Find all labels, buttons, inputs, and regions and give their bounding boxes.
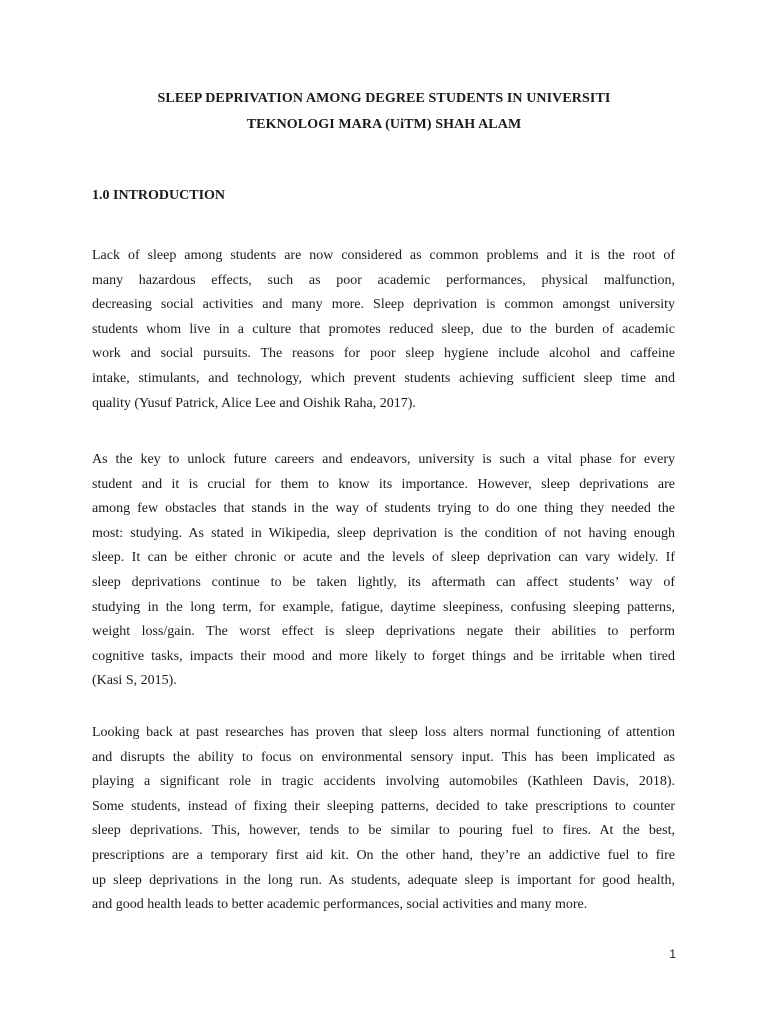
paragraph-line: Lack of sleep among students are now considered as common problems and it is the root of [92,248,675,263]
paragraph-line: up sleep deprivations in the long run. As students, adequate sleep is important for good health, [92,872,675,888]
document-title [92,86,676,138]
page-number: 1 [669,947,676,961]
paragraph-line: studying in the long term, for example, fatigue, daytime sleepiness, confusing sleeping patterns, [92,599,675,615]
paragraph-2 [92,448,675,694]
paragraph-line: prescriptions are a temporary first aid kit. On the other hand, they’re an addictive fuel to fire [92,847,675,863]
paragraph-line: sleep deprivations continue to be taken lightly, its aftermath can affect students’ way of [92,574,675,590]
paragraph-line: work and social pursuits. The reasons for poor sleep hygiene include alcohol and caffeine [92,346,675,362]
paragraph-line: students whom live in a culture that promotes reduced sleep, due to the burden of academic [92,321,675,337]
paragraph-3 [92,721,675,918]
paragraph-line: many hazardous effects, such as poor academic performances, physical malfunction, [92,272,675,288]
paragraph-line: quality (Yusuf Patrick, Alice Lee and Oishik Raha, 2017). [92,395,416,411]
paragraph-line: playing a significant role in tragic accidents involving automobiles (Kathleen Davis, 2018). [92,774,675,790]
paragraph-line: Some students, instead of fixing their sleeping patterns, decided to take prescriptions to counter [92,798,675,814]
paragraph-line: Looking back at past researches has proven that sleep loss alters normal functioning of attention [92,725,675,740]
paragraph-line: student and it is crucial for them to know its importance. However, sleep deprivations are [92,476,675,492]
paragraph-1 [92,244,675,416]
paragraph-line: and good health leads to better academic performances, social activities and many more. [92,897,588,913]
section-heading: 1.0 INTRODUCTION [92,188,226,203]
paragraph-line: cognitive tasks, impacts their mood and more likely to forget things and be irritable when tired [92,648,675,664]
paragraph-line: decreasing social activities and many more. Sleep deprivation is common amongst university [92,297,675,313]
paragraph-line: and disrupts the ability to focus on environmental sensory input. This has been implicated as [92,749,675,765]
title-line-2: TEKNOLOGI MARA (UiTM) SHAH ALAM [246,117,522,132]
paragraph-line: As the key to unlock future careers and endeavors, university is such a vital phase for every [92,452,675,467]
paragraph-line: sleep deprivations. This, however, tends to be similar to pouring fuel to fires. At the best, [92,823,675,839]
paragraph-line: most: studying. As stated in Wikipedia, sleep deprivation is the condition of not having enough [92,525,675,541]
paragraph-line: sleep. It can be either chronic or acute and the levels of sleep deprivation can vary widely. If [92,550,675,566]
paragraph-line: (Kasi S, 2015). [92,673,177,689]
paragraph-line: weight loss/gain. The worst effect is sleep deprivations negate their abilities to perform [92,624,675,640]
paragraph-line: among few obstacles that stands in the way of students trying to do one thing they needed the [92,501,675,517]
title-line-1: SLEEP DEPRIVATION AMONG DEGREE STUDENTS IN UNIVERSITI [157,91,611,106]
paragraph-line: intake, stimulants, and technology, which prevent students achieving sufficient sleep time and [92,370,675,386]
